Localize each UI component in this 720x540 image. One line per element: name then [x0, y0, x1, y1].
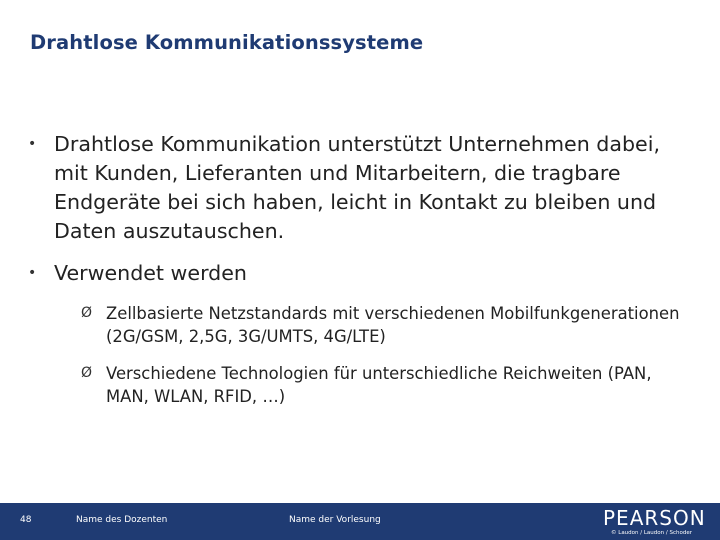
- pearson-logo: PEARSON: [603, 506, 706, 530]
- slide-title: Drahtlose Kommunikationssysteme: [30, 31, 424, 54]
- arrow-bullet-icon: Ø: [81, 365, 93, 381]
- slide-number: 48: [20, 515, 32, 525]
- bullet-text: Verwendet werden: [54, 261, 247, 285]
- sub-bullet-item: [54, 362, 688, 408]
- bullet-item: [28, 130, 688, 246]
- sub-bullet-list: [54, 302, 688, 408]
- sub-bullet-item: [54, 302, 688, 348]
- copyright-credit: © Laudon / Laudon / Schoder: [611, 530, 692, 536]
- slide-content: [28, 130, 688, 408]
- presenter-name: Name des Dozenten: [76, 515, 168, 525]
- bullet-text: Drahtlose Kommunikation unterstützt Unternehmen dabei, mit Kunden, Lieferanten und Mitarbeitern, die tragbare Endgeräte bei sich haben, leicht in Kontakt zu bleiben und Daten auszutauschen.: [54, 132, 660, 243]
- footer-bar: [0, 503, 720, 540]
- bullet-dot-icon: •: [28, 265, 37, 281]
- lecture-name: Name der Vorlesung: [289, 515, 381, 525]
- arrow-bullet-icon: Ø: [81, 305, 93, 321]
- bullet-dot-icon: •: [28, 136, 37, 152]
- sub-bullet-text: Verschiedene Technologien für unterschiedliche Reichweiten (PAN, MAN, WLAN, RFID, …): [106, 364, 652, 406]
- bullet-item: [28, 259, 688, 408]
- sub-bullet-text: Zellbasierte Netzstandards mit verschiedenen Mobilfunkgenerationen (2G/GSM, 2,5G, 3G/UMTS, 4G/LTE): [106, 304, 680, 346]
